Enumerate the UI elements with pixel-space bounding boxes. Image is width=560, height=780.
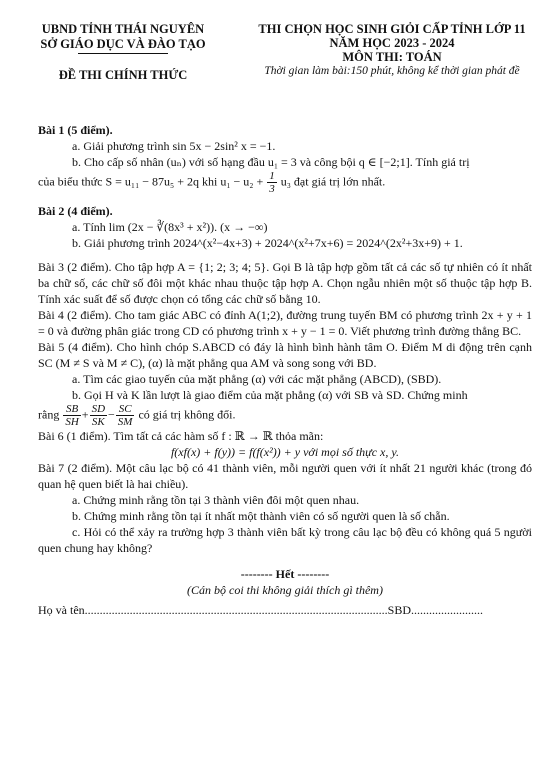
fraction-sd-sk [90, 403, 107, 428]
problem-7c: c. Hỏi có thể xảy ra trường hợp 3 thành viên bất kỳ trong câu lạc bộ đều có không quá 5 người quen chung hay không? [38, 525, 532, 555]
exam-title: THI CHỌN HỌC SINH GIỎI CẤP TỈNH LỚP 11 [258, 22, 526, 36]
problem-3: Bài 3 (2 điểm). Cho tập hợp A = {1; 2; 3; 4; 5}. Gọi B là tập hợp gồm tất cả các số tự nhiên có ít nhất ba chữ số, các chữ số đôi một khác nhau thuộc tập hợp A. Chọn ngẫu nhiên một số thuộc tập hợp B. Tính xác suất để số được chọn có tổng các chữ số bằng 10. [38, 260, 532, 306]
school-year: NĂM HỌC 2023 - 2024 [329, 36, 455, 50]
problem-5b-post: có giá trị không đổi. [138, 407, 236, 422]
problem-2-title: Bài 2 (4 điểm). [38, 204, 113, 218]
problem-7b: b. Chứng minh rằng tồn tại ít nhất một thành viên có số người quen là số chẵn. [72, 509, 450, 523]
org-line1: UBND TỈNH THÁI NGUYÊN [41, 22, 205, 36]
frac-den: SK [91, 416, 105, 428]
problem-5a: a. Tìm các giao tuyến của mặt phẳng (α) với các mặt phẳng (ABCD), (SBD). [72, 372, 442, 386]
header-right [232, 22, 552, 79]
frac-num: SB [63, 403, 80, 416]
frac-den: SH [65, 416, 79, 428]
problem-4: Bài 4 (2 điểm). Cho tam giác ABC có đỉnh A(1;2), đường trung tuyến BM có phương trình 2x + y + 1 = 0 và đường phân giác trong CD có phương trình x + y − 1 = 0. Viết phương trình đường thẳng BC. [38, 308, 532, 338]
fraction-sb-sh [63, 403, 80, 428]
frac-num: SC [116, 403, 135, 416]
header-underline [78, 53, 168, 54]
time-note: Thời gian làm bài:150 phút, không kể thời gian phát đề [264, 65, 520, 77]
frac-den: SM [117, 416, 133, 428]
proctor-note: (Cán bộ coi thi không giải thích gì thêm) [187, 583, 383, 597]
problem-6: Bài 6 (1 điểm). Tìm tất cả các hàm số f : ℝ → ℝ thỏa mãn: [38, 429, 324, 443]
problem-1b-line2 [38, 170, 532, 195]
problem-5: Bài 5 (4 điểm). Cho hình chóp S.ABCD có đáy là hình bình hành tâm O. Điểm M di động trên cạnh SC (M ≠ S và M ≠ C), (α) là mặt phẳng qua AM và song song với BD. [38, 340, 532, 370]
problem-5b-pre: rằng [38, 407, 60, 422]
exam-body [38, 122, 532, 618]
problem-7a: a. Chứng minh rằng tồn tại 3 thành viên đôi một quen nhau. [72, 493, 360, 507]
problem-5b-line2: rằng $\frac{SB}{SH}$ + $\frac{SD}{SK}$ − $\frac{SC}{SM}$ có giá trị không đổi. [38, 403, 236, 428]
problem-5b-line1: b. Gọi H và K lần lượt là giao điểm của mặt phẳng (α) với SB và SD. Chứng minh [72, 388, 468, 402]
end-marker: -------- Hết -------- [240, 567, 330, 581]
frac-num: SD [91, 403, 106, 415]
exam-type: ĐỀ THI CHÍNH THỨC [58, 68, 188, 82]
org-line2: SỞ GIÁO DỤC VÀ ĐÀO TẠO [40, 37, 206, 51]
problem-1b-line1: b. Cho cấp số nhân (uₙ) với số hạng đầu u₁ = 3 và công bội q ∈ [−2;1]. Tính giá trị [72, 155, 470, 169]
problem-1-title: Bài 1 (5 điểm). [38, 123, 113, 137]
header-left [18, 22, 228, 83]
frac-den: 3 [269, 183, 275, 195]
problem-1b-line2-post: u₃ đạt giá trị lớn nhất. [280, 174, 386, 189]
problem-7: Bài 7 (2 điểm). Một câu lạc bộ có 41 thành viên, mỗi người quen với ít nhất 21 người khác (trong đó quan hệ quen biết là hai chiều). [38, 461, 532, 491]
problem-6-equation: f(xf(x) + f(y)) = f(f(x²)) + y với mọi số thực x, y. [170, 445, 400, 459]
fraction-one-third [267, 170, 277, 195]
problem-1b-line2-pre: của biểu thức S = u₁₁ − 87u₅ + 2q khi u₁ − u₂ + [38, 174, 264, 189]
problem-2a: a. Tính lim (2x − ∛(8x³ + x²)). (x → −∞) [72, 220, 268, 234]
signature-line: Họ và tên.....................................................................................................SBD........................ [38, 603, 483, 617]
problem-1a: a. Giải phương trình sin 5x − 2sin² x = −1. [72, 139, 276, 153]
problem-2b: b. Giải phương trình 2024^(x²−4x+3) + 2024^(x²+7x+6) = 2024^(2x²+3x+9) + 1. [72, 236, 463, 250]
subject: MÔN THI: TOÁN [342, 50, 442, 64]
frac-num: 1 [269, 170, 275, 182]
fraction-sc-sm [116, 403, 135, 428]
